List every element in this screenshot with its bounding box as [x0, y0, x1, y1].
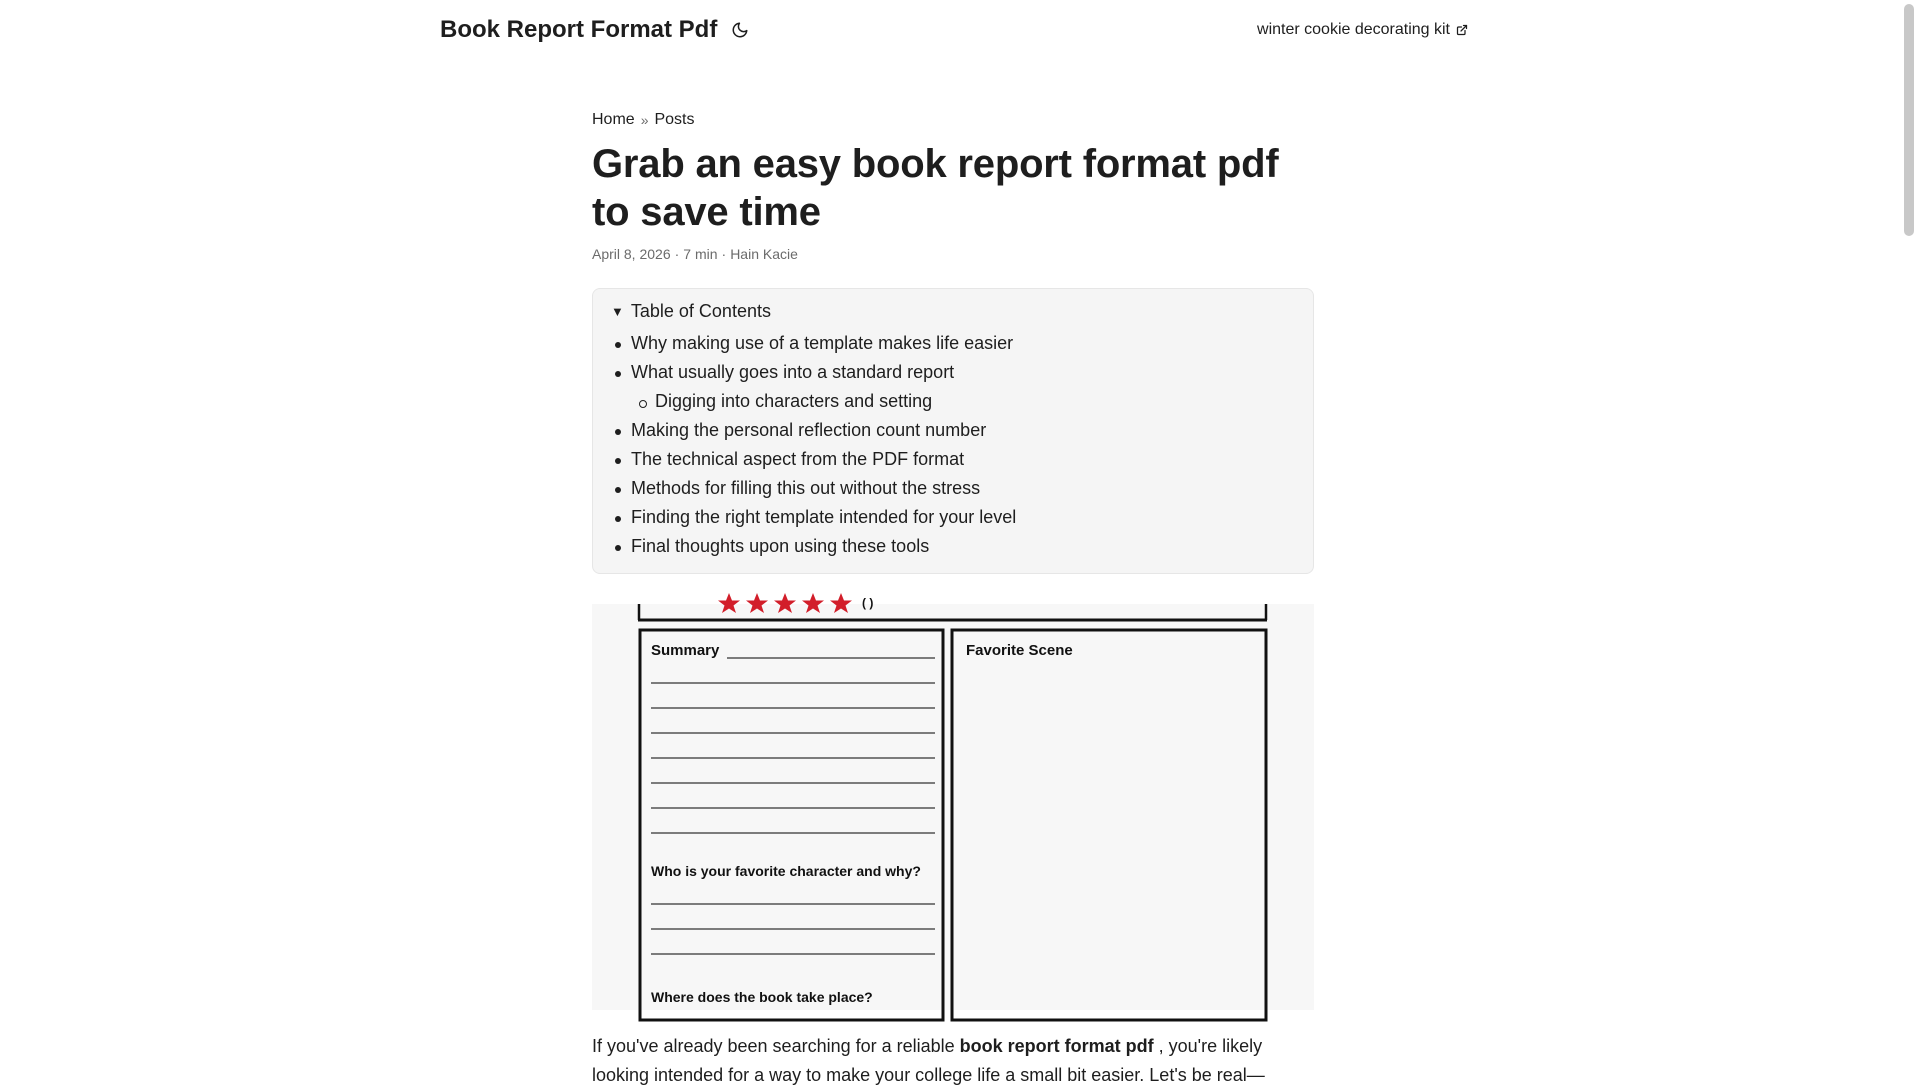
site-title-link[interactable]: Book Report Format Pdf — [440, 16, 718, 43]
breadcrumb-separator: » — [640, 112, 649, 128]
toc-item — [611, 474, 1295, 503]
moon-icon — [731, 21, 749, 39]
toc-link[interactable]: Final thoughts upon using these tools — [631, 536, 930, 556]
toc-link[interactable]: Finding the right template intended for your level — [631, 507, 1017, 527]
toc-summary-label: Table of Contents — [630, 300, 771, 321]
toc-item — [611, 445, 1295, 474]
breadcrumb — [592, 108, 1314, 132]
toc-subitem — [611, 387, 1295, 416]
toc-link[interactable]: Making the personal reflection count number — [631, 420, 987, 440]
breadcrumb-posts[interactable]: Posts — [654, 111, 695, 128]
breadcrumb-home[interactable]: Home — [592, 111, 635, 128]
intro-keyword: book report format pdf — [959, 1036, 1154, 1056]
post-title: Grab an easy book report format pdf to save time — [592, 142, 1279, 234]
place-prompt: Where does the book take place? — [651, 989, 873, 1005]
external-link-icon — [1456, 24, 1468, 36]
toc-item — [611, 503, 1295, 532]
meta-separator: · — [721, 246, 727, 262]
post-main — [592, 108, 1314, 1090]
toc-link[interactable]: The technical aspect from the PDF format — [631, 449, 965, 469]
cover-image — [592, 596, 1314, 1010]
post-author: Hain Kacie — [730, 246, 798, 262]
character-prompt: Who is your favorite character and why? — [651, 863, 921, 879]
toc-link[interactable]: Methods for filling this out without the stress — [631, 478, 981, 498]
logo-group — [440, 16, 751, 44]
toc-item — [611, 329, 1295, 358]
summary-label: Summary — [651, 642, 720, 659]
toc-link[interactable]: What usually goes into a standard report — [631, 362, 955, 382]
theme-toggle-button[interactable] — [729, 19, 751, 41]
toc-list — [611, 329, 1295, 561]
toc-toggle[interactable] — [611, 299, 1295, 323]
external-link-label: winter cookie decorating kit — [1257, 21, 1450, 38]
meta-separator: · — [674, 246, 680, 262]
post-date: April 8, 2026 — [592, 246, 671, 262]
svg-text:( ): ( ) — [862, 596, 874, 610]
table-of-contents — [592, 288, 1314, 574]
toc-item — [611, 358, 1295, 387]
read-time: 7 min — [683, 246, 718, 262]
book-report-worksheet-image — [592, 596, 1314, 1010]
toc-item — [611, 416, 1295, 445]
post-meta — [592, 244, 1314, 264]
site-header — [440, 0, 1468, 60]
intro-text-before: If you've already been searching for a reliable — [592, 1036, 960, 1056]
intro-text-after: , you're likely looking intended for a way to make your college life a small bit easier. Let's be real— — [592, 1036, 1265, 1085]
favorite-scene-label: Favorite Scene — [966, 642, 1073, 659]
toc-link[interactable]: Digging into characters and setting — [655, 391, 933, 411]
intro-paragraph — [592, 1032, 1314, 1090]
toc-link[interactable]: Why making use of a template makes life easier — [631, 333, 1014, 353]
external-link[interactable] — [1257, 21, 1468, 39]
triangle-down-icon: ▼ — [611, 303, 624, 319]
toc-item — [611, 532, 1295, 561]
page-scrollbar[interactable] — [1904, 4, 1914, 236]
